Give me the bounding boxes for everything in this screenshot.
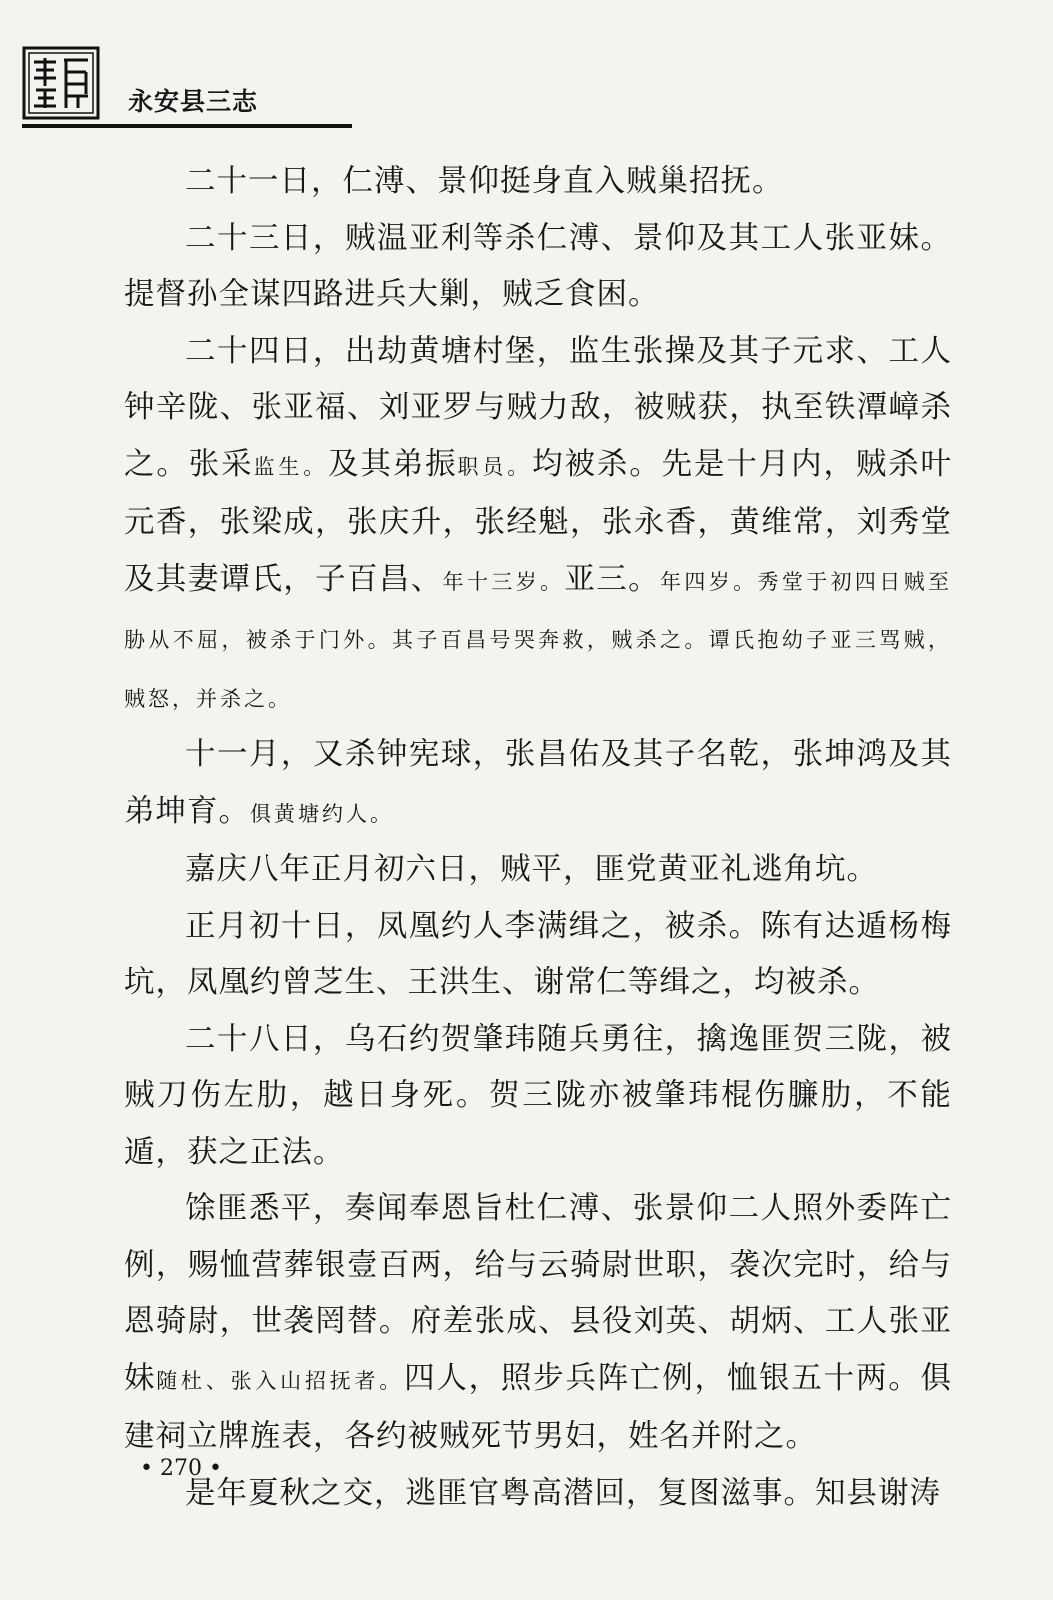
page-number: • 270 • [140,1456,222,1481]
body-text [124,154,952,1522]
text-segment: 及其弟振 [328,446,458,482]
text-segment: 四人，照步兵阵亡例，恤银五十两。俱建祠立牌旌表，各约被贼死节男妇，姓名并附之。 [124,1360,953,1454]
text-segment: 二十四日，出劫黄塘村堡，监生张操及其子元求、工人钟辛陇、张亚福、刘亚罗与贼力敌，被贼获，执至铁潭嶂杀之。张采 [124,333,952,482]
inline-annotation: 监生。 [253,454,329,479]
inline-annotation: 俱黄塘约人。 [250,801,394,826]
text-segment: 二十一日，仁溥、景仰挺身直入贼巢招抚。 [185,164,784,199]
text-segment: 是年夏秋之交，逃匪官粤高潜回，复图滋事。知县谢涛 [185,1475,941,1511]
text-segment: 正月初十日，凤凰约人李满缉之，被杀。陈有达遁杨梅坑，凤凰约曾芝生、王洪生、谢常仁等缉之，均被杀。 [124,908,952,1000]
paragraph [124,154,952,211]
text-segment: 嘉庆八年正月初六日，贼平，匪党黄亚礼逃角坑。 [185,852,878,887]
paragraph [124,727,952,842]
paragraph [124,842,952,899]
paragraph [124,1466,952,1523]
inline-annotation: 职员。 [457,454,533,479]
text-segment: 均被杀。先是十月内，贼杀叶元香，张梁成，张庆升，张经魁，张永香，黄维常，刘秀堂及其妻谭氏，子百昌、 [124,446,953,597]
text-segment: 十一月，又杀钟宪球，张昌佑及其子名乾，张坤鸿及其弟坤育。 [124,737,952,829]
book-title: 永安县三志 [128,87,259,116]
publisher-seal-icon [22,46,100,120]
paragraph [124,324,952,728]
text-segment: 亚三。 [564,561,661,597]
paragraph [124,1181,952,1466]
inline-annotation: 年四岁。秀堂于初四日贼至胁从不屈，被杀于门外。其子百昌号哭奔救，贼杀之。谭氏抱幼子亚三骂贼，贼怒，并杀之。 [124,569,953,711]
paragraph [124,211,952,324]
paragraph [124,899,952,1012]
text-segment: 二十八日，乌石约贺肇玮随兵勇往，擒逸匪贺三陇，被贼刀伤左肋，越日身死。贺三陇亦被肇玮棍伤臁肋，不能遁，获之正法。 [124,1021,952,1170]
text-segment: 馀匪悉平，奏闻奉恩旨杜仁溥、张景仰二人照外委阵亡例，赐恤营葬银壹百两，给与云骑尉世职，袭次完时，给与恩骑尉，世袭罔替。府差张成、县役刘英、胡炳、工人张亚妹 [124,1191,952,1396]
text-segment: 二十三日，贼温亚利等杀仁溥、景仰及其工人张亚妹。提督孙全谋四路进兵大剿，贼乏食困。 [124,220,952,312]
inline-annotation: 年十三岁。 [442,569,565,594]
header-rule [22,124,352,128]
inline-annotation: 随杜、张入山招抚者。 [156,1368,405,1393]
paragraph [124,1012,952,1182]
